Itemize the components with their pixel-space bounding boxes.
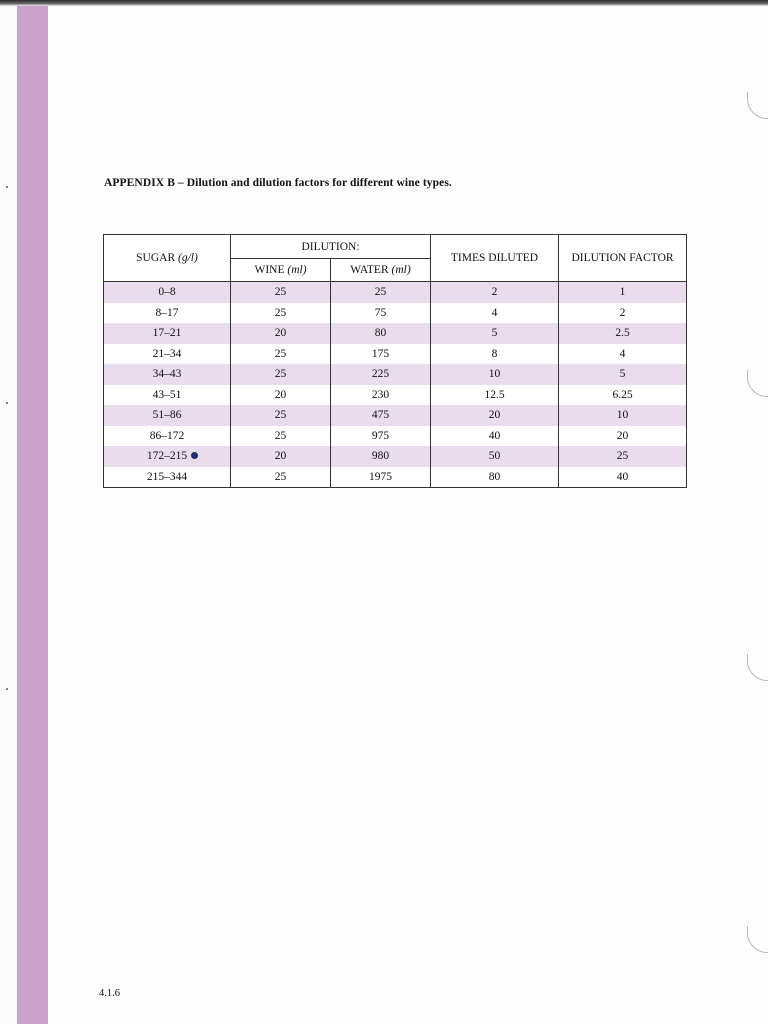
cell-sugar: 8–17 bbox=[104, 303, 231, 324]
cell-wine: 25 bbox=[231, 282, 331, 303]
cell-wine: 25 bbox=[231, 303, 331, 324]
table-row bbox=[104, 323, 687, 344]
column-header-water-unit: (ml) bbox=[391, 264, 411, 276]
column-header-water bbox=[331, 259, 431, 282]
cell-times-diluted: 50 bbox=[431, 446, 559, 467]
binder-margin-strip bbox=[17, 6, 48, 1024]
table-row bbox=[104, 364, 687, 385]
cell-water: 175 bbox=[331, 344, 431, 365]
cell-dilution-factor: 5 bbox=[559, 364, 687, 385]
cell-sugar: 0–8 bbox=[104, 282, 231, 303]
cell-times-diluted: 12.5 bbox=[431, 385, 559, 406]
table-row bbox=[104, 303, 687, 324]
left-gutter bbox=[0, 6, 17, 1024]
cell-wine: 25 bbox=[231, 426, 331, 447]
cell-water: 25 bbox=[331, 282, 431, 303]
cell-dilution-factor: 40 bbox=[559, 467, 687, 488]
cell-sugar: 51–86 bbox=[104, 405, 231, 426]
cell-sugar: 86–172 bbox=[104, 426, 231, 447]
cell-water: 1975 bbox=[331, 467, 431, 488]
cell-water: 980 bbox=[331, 446, 431, 467]
cell-wine: 20 bbox=[231, 385, 331, 406]
cell-water: 475 bbox=[331, 405, 431, 426]
column-header-wine-label: WINE bbox=[254, 264, 285, 276]
column-header-sugar-label: SUGAR bbox=[136, 252, 176, 264]
page-title: APPENDIX B – Dilution and dilution factors for different wine types. bbox=[104, 177, 452, 189]
column-header-times-diluted: TIMES DILUTED bbox=[431, 235, 559, 282]
cell-sugar: 43–51 bbox=[104, 385, 231, 406]
dilution-table bbox=[103, 234, 687, 488]
scan-speck bbox=[6, 402, 8, 404]
cell-dilution-factor: 1 bbox=[559, 282, 687, 303]
cell-dilution-factor: 25 bbox=[559, 446, 687, 467]
punch-hole bbox=[747, 92, 768, 119]
column-header-wine-unit: (ml) bbox=[287, 264, 307, 276]
cell-wine: 25 bbox=[231, 405, 331, 426]
column-header-wine bbox=[231, 259, 331, 282]
scan-speck bbox=[6, 186, 8, 188]
busy-cursor-icon bbox=[191, 452, 198, 459]
table-row bbox=[104, 385, 687, 406]
cell-water: 80 bbox=[331, 323, 431, 344]
column-group-header-dilution: DILUTION: bbox=[231, 235, 431, 259]
cell-sugar: 21–34 bbox=[104, 344, 231, 365]
column-header-dilution-factor: DILUTION FACTOR bbox=[559, 235, 687, 282]
cell-sugar: 17–21 bbox=[104, 323, 231, 344]
table-row bbox=[104, 426, 687, 447]
cell-dilution-factor: 4 bbox=[559, 344, 687, 365]
cell-dilution-factor: 2.5 bbox=[559, 323, 687, 344]
column-header-sugar bbox=[104, 235, 231, 282]
cell-wine: 20 bbox=[231, 446, 331, 467]
cell-times-diluted: 10 bbox=[431, 364, 559, 385]
cell-times-diluted: 8 bbox=[431, 344, 559, 365]
scanner-top-edge bbox=[0, 0, 768, 6]
cell-wine: 25 bbox=[231, 344, 331, 365]
cell-dilution-factor: 2 bbox=[559, 303, 687, 324]
cell-water: 75 bbox=[331, 303, 431, 324]
table-row bbox=[104, 405, 687, 426]
cell-times-diluted: 4 bbox=[431, 303, 559, 324]
table-row bbox=[104, 282, 687, 303]
table-row bbox=[104, 344, 687, 365]
cell-dilution-factor: 20 bbox=[559, 426, 687, 447]
cell-times-diluted: 5 bbox=[431, 323, 559, 344]
page-number: 4.1.6 bbox=[99, 988, 120, 999]
cell-dilution-factor: 10 bbox=[559, 405, 687, 426]
cell-water: 975 bbox=[331, 426, 431, 447]
punch-hole bbox=[747, 926, 768, 953]
cell-wine: 25 bbox=[231, 467, 331, 488]
cell-sugar: 34–43 bbox=[104, 364, 231, 385]
cell-wine: 25 bbox=[231, 364, 331, 385]
cell-times-diluted: 80 bbox=[431, 467, 559, 488]
scan-speck bbox=[6, 688, 8, 690]
table-row bbox=[104, 467, 687, 488]
cell-times-diluted: 20 bbox=[431, 405, 559, 426]
cell-wine: 20 bbox=[231, 323, 331, 344]
cell-times-diluted: 2 bbox=[431, 282, 559, 303]
cell-times-diluted: 40 bbox=[431, 426, 559, 447]
cell-water: 225 bbox=[331, 364, 431, 385]
column-header-sugar-unit: (g/l) bbox=[178, 252, 198, 264]
cell-sugar: 215–344 bbox=[104, 467, 231, 488]
cell-water: 230 bbox=[331, 385, 431, 406]
cell-dilution-factor: 6.25 bbox=[559, 385, 687, 406]
column-header-water-label: WATER bbox=[350, 264, 389, 276]
punch-hole bbox=[747, 370, 768, 397]
punch-hole bbox=[747, 654, 768, 681]
cell-sugar: 172–215 bbox=[104, 446, 231, 467]
